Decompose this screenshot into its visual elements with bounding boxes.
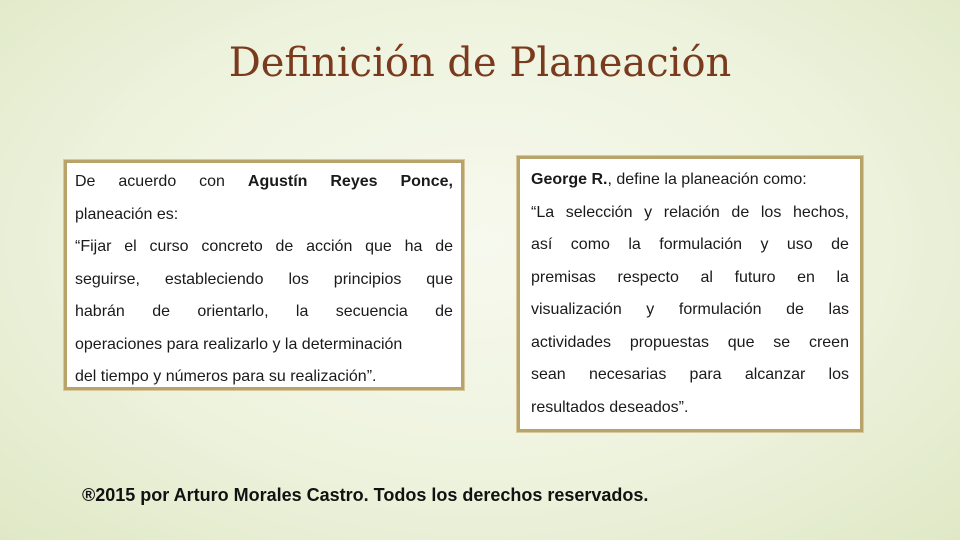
word: formulación: [678, 301, 762, 318]
word: del tiempo y números para su realización”.: [75, 368, 377, 385]
text-line: [75, 336, 453, 369]
word: así: [531, 236, 553, 253]
word: premisas: [531, 268, 596, 286]
text-line: [531, 399, 849, 432]
word: visualización: [531, 301, 622, 318]
word: actividades: [531, 333, 612, 351]
word: operaciones para realizarlo y la determinación: [75, 335, 403, 353]
word: creen: [808, 333, 849, 351]
word: la: [295, 303, 309, 320]
copyright-footer: ®2015 por Arturo Morales Castro. Todos los derechos reservados.: [82, 485, 649, 505]
word: futuro: [734, 268, 776, 286]
word: de: [152, 303, 170, 320]
word: los: [760, 203, 782, 221]
text-line: [75, 271, 453, 304]
word: las: [828, 301, 849, 318]
author-name: George R.: [531, 171, 608, 188]
word: para: [689, 366, 722, 383]
word: secuencia: [335, 303, 408, 320]
text-line: [531, 269, 849, 302]
text-line: [75, 368, 453, 401]
word: acuerdo: [118, 173, 177, 190]
word: la: [628, 236, 641, 253]
word: que: [727, 333, 755, 351]
word: De: [75, 173, 96, 190]
word: principios: [333, 270, 402, 288]
author-name-word: Reyes: [330, 173, 378, 190]
intro-text: [531, 171, 807, 204]
text-line: [531, 301, 849, 334]
word: formulación: [659, 236, 742, 253]
word: y: [646, 301, 655, 318]
text-line: [531, 366, 849, 399]
word: acción: [306, 238, 353, 255]
word: concreto: [201, 238, 263, 255]
text-line: [531, 236, 849, 269]
word: de: [731, 203, 750, 221]
author-name-word: Agustín: [247, 173, 308, 190]
word: orientarlo,: [197, 303, 269, 320]
word: al: [700, 268, 713, 286]
definition-box-reyes-ponce: [64, 160, 464, 390]
word: hechos,: [792, 203, 849, 221]
slide-title: Definición de Planeación: [228, 40, 732, 86]
word: alcanzar: [744, 366, 806, 383]
word: respecto: [617, 268, 679, 286]
word: uso: [786, 236, 813, 253]
word: y: [644, 203, 653, 221]
word: como: [570, 236, 610, 253]
word: en: [797, 268, 815, 286]
word: curso: [149, 238, 189, 255]
word: y: [760, 236, 769, 253]
word: se: [773, 333, 791, 351]
word: habrán: [75, 303, 125, 320]
word: de: [786, 301, 804, 318]
word: de: [435, 238, 453, 255]
text-line: [75, 238, 453, 271]
word: el: [124, 238, 137, 255]
word: de: [831, 236, 849, 253]
word: los: [828, 366, 849, 383]
definition-box-george-r: [517, 156, 863, 432]
word: que: [426, 270, 453, 288]
word: propuestas: [629, 333, 709, 351]
text-line: [75, 206, 453, 239]
word: sean: [531, 366, 566, 383]
word: “Fijar: [75, 238, 112, 255]
text-line: [531, 204, 849, 237]
word: planeación es:: [75, 205, 179, 223]
word: que: [365, 238, 392, 255]
word: estableciendo: [164, 270, 264, 288]
intro-rest: , define la planeación como:: [607, 171, 807, 188]
word: la: [836, 268, 849, 286]
text-line: [75, 303, 453, 336]
word: ha: [404, 238, 423, 255]
text-line: [531, 334, 849, 367]
word: los: [288, 270, 309, 288]
text-line: [75, 173, 453, 206]
word: selección: [565, 203, 633, 221]
word: de: [275, 238, 294, 255]
author-name-word: Ponce,: [400, 173, 453, 190]
word: relación: [663, 203, 720, 221]
text-line: [531, 171, 849, 204]
word: seguirse,: [75, 270, 140, 288]
word: con: [199, 173, 225, 190]
word: resultados deseados”.: [531, 398, 689, 416]
word: necesarias: [588, 366, 667, 383]
word: de: [435, 303, 453, 320]
word: “La: [531, 203, 555, 221]
